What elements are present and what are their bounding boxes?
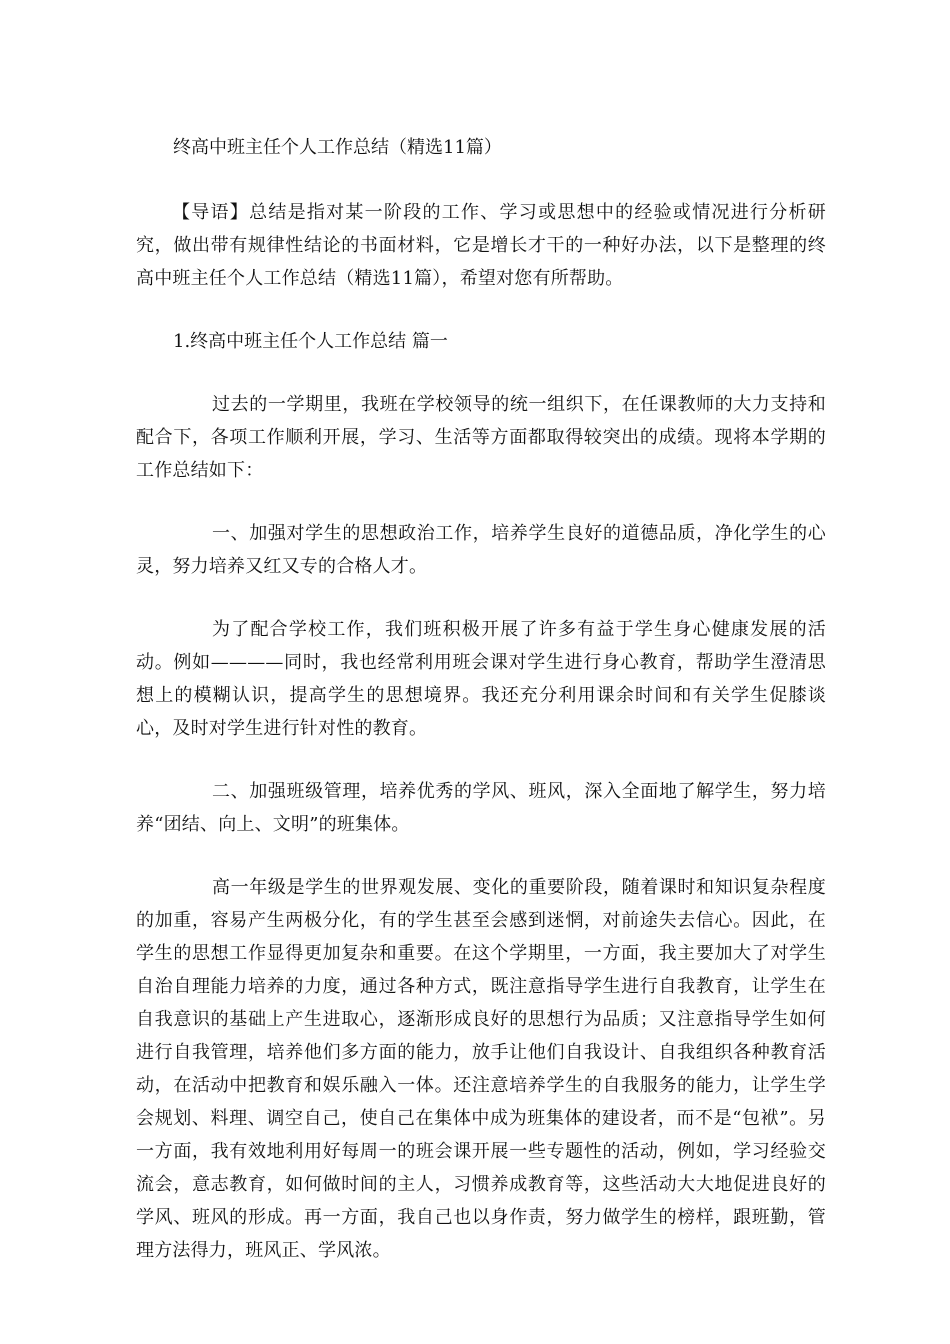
body-paragraph-2: 一、加强对学生的思想政治工作，培养学生良好的道德品质，净化学生的心灵，努力培养又红又专的合格人才。 <box>136 523 826 577</box>
body-paragraph-4: 二、加强班级管理，培养优秀的学风、班风，深入全面地了解学生，努力培养“团结、向上、文明”的班集体。 <box>136 781 826 835</box>
document-title: 终高中班主任个人工作总结（精选11篇） <box>173 137 502 158</box>
intro-paragraph: 【导语】总结是指对某一阶段的工作、学习或思想中的经验或情况进行分析研究，做出带有规律性结论的书面材料，它是增长才干的一种好办法，以下是整理的终高中班主任个人工作总结（精选11篇），希望对您有所帮助。 <box>136 202 826 289</box>
body-paragraph-5: 高一年级是学生的世界观发展、变化的重要阶段，随着课时和知识复杂程度的加重，容易产生两极分化，有的学生甚至会感到迷惘，对前途失去信心。因此，在学生的思想工作显得更加复杂和重要。在这个学期里，一方面，我主要加大了对学生自治自理能力培养的力度，通过各种方式，既注意指导学生进行自我教育，让学生在自我意识的基础上产生进取心，逐渐形成良好的思想行为品质；又注意指导学生如何进行自我管理，培养他们多方面的能力，放手让他们自我设计、自我组织各种教育活动，在活动中把教育和娱乐融入一体。还注意培养学生的自我服务的能力，让学生学会规划、料理、调空自己，使自己在集体中成为班集体的建设者，而不是“包袱”。另一方面，我有效地利用好每周一的班会课开展一些专题性的活动，例如，学习经验交流会，意志教育，如何做时间的主人，习惯养成教育等，这些活动大大地促进良好的学风、班风的形成。再一方面，我自己也以身作责，努力做学生的榜样，跟班勤，管理方法得力，班风正、学风浓。 <box>136 877 826 1261</box>
body-paragraph-3: 为了配合学校工作，我们班积极开展了许多有益于学生身心健康发展的活动。例如————同时，我也经常利用班会课对学生进行身心教育，帮助学生澄清思想上的模糊认识，提高学生的思想境界。我还充分利用课余时间和有关学生促膝谈心，及时对学生进行针对性的教育。 <box>136 619 826 739</box>
document-body <box>136 130 826 1297</box>
body-paragraph-1: 过去的一学期里，我班在学校领导的统一组织下，在任课教师的大力支持和配合下，各项工作顺利开展，学习、生活等方面都取得较突出的成绩。现将本学期的工作总结如下： <box>136 394 826 481</box>
section-heading-1: 1.终高中班主任个人工作总结 篇一 <box>173 331 448 352</box>
